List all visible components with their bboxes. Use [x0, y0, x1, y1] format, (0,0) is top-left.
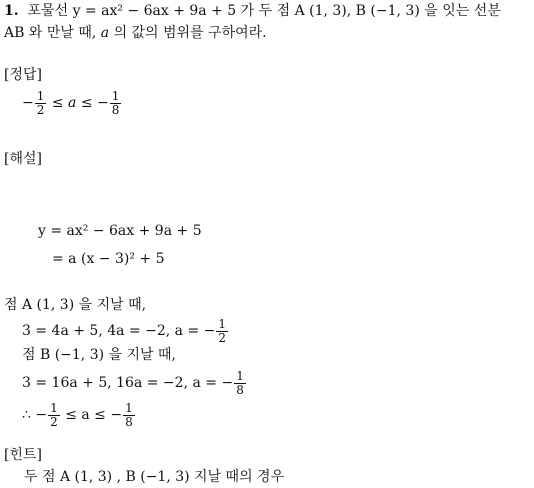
parabola-equation: y = ax² − 6ax + 9a + 5	[72, 3, 237, 19]
problem-number: 1.	[4, 3, 19, 19]
step-a-equation	[22, 316, 229, 346]
solution-heading: [해설]	[4, 151, 42, 167]
solution-equation-2: = a (x − 3)² + 5	[52, 251, 165, 267]
inequality-middle: ≤ a ≤ −	[65, 407, 123, 423]
comma: ,	[346, 3, 352, 19]
problem-text: 포물선	[27, 3, 69, 19]
answer-inequality	[22, 88, 122, 118]
solution-equation-1: y = ax² − 6ax + 9a + 5	[38, 223, 202, 239]
problem-text: 가 두 점	[240, 3, 291, 19]
step-b-equation-text: 3 = 16a + 5, 16a = −2, a = −	[22, 375, 234, 391]
problem-line-2	[4, 24, 267, 42]
therefore-sign: ∴ −	[22, 407, 48, 423]
fraction-one-eighth	[123, 402, 135, 429]
denominator: 2	[50, 414, 58, 429]
fraction-one-half	[216, 318, 228, 345]
numerator: 1	[36, 88, 45, 103]
conclusion-inequality	[22, 400, 136, 430]
denominator: 8	[125, 414, 133, 429]
numerator: 1	[125, 400, 133, 415]
fraction-one-eighth	[234, 370, 246, 397]
minus-sign: −	[22, 95, 34, 111]
hint-heading: [힌트]	[4, 447, 42, 463]
step-a-heading: 점 A (1, 3) 을 지날 때,	[4, 297, 147, 313]
numerator: 1	[236, 368, 244, 383]
numerator: 1	[218, 316, 227, 331]
problem-line-1	[4, 2, 501, 20]
step-a-equation-text: 3 = 4a + 5, 4a = −2, a = −	[22, 323, 216, 339]
step-b-equation	[22, 368, 247, 398]
problem-text: AB 와 만날 때,	[4, 25, 97, 41]
step-b-heading: 점 B (−1, 3) 을 지날 때,	[22, 347, 176, 363]
variable-a: a	[68, 95, 77, 111]
numerator: 1	[111, 88, 120, 103]
leq-minus-sign: ≤ −	[80, 95, 109, 111]
numerator: 1	[50, 400, 58, 415]
fraction-one-eighth	[110, 90, 122, 117]
denominator: 8	[111, 102, 120, 117]
answer-heading: [정답]	[4, 67, 42, 83]
fraction-one-half	[48, 402, 60, 429]
leq-sign: ≤	[51, 95, 64, 111]
point-a: A (1, 3)	[294, 3, 347, 19]
hint-text: 두 점 A (1, 3) , B (−1, 3) 지날 때의 경우	[24, 469, 285, 485]
point-b: B (−1, 3)	[355, 3, 420, 19]
variable-a: a	[100, 25, 110, 41]
fraction-one-half	[35, 90, 47, 117]
denominator: 2	[218, 330, 227, 345]
problem-text: 을 잇는 선분	[424, 3, 501, 19]
denominator: 8	[236, 382, 244, 397]
denominator: 2	[36, 102, 45, 117]
problem-text: 의 값의 범위를 구하여라.	[113, 25, 267, 41]
